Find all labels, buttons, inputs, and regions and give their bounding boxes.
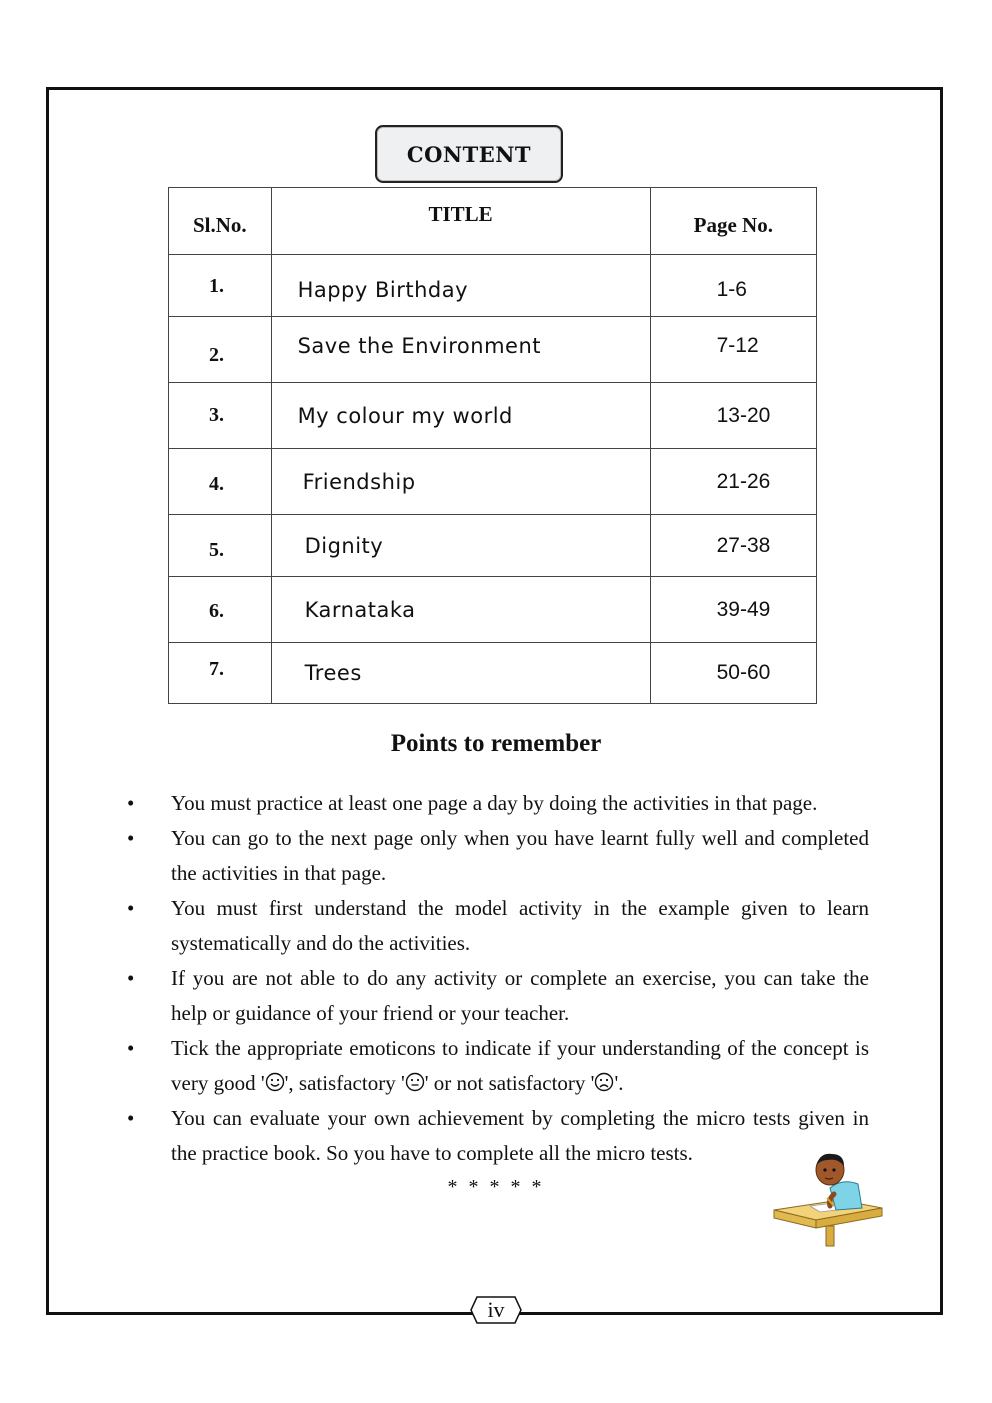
point-text: You can evaluate your own achievement by completing the micro tests given in the practice book. So you have to complete all the micro tests. (171, 1106, 869, 1165)
table-row (169, 643, 817, 704)
list-item (127, 891, 869, 961)
table-header-row (169, 188, 817, 255)
table-row (169, 577, 817, 643)
list-item (127, 1031, 869, 1101)
neutral-face-icon (405, 1072, 425, 1092)
contents-table (168, 187, 817, 704)
points-list (127, 786, 869, 1171)
point-text: You can go to the next page only when you have learnt fully well and completed the activities in that page. (171, 826, 869, 885)
list-item (127, 961, 869, 1031)
list-item (127, 821, 869, 891)
page-number-container (469, 1295, 523, 1325)
row-title: Save the Environment (271, 317, 650, 383)
boy-studying-illustration (770, 1148, 886, 1248)
bullet: • (127, 896, 135, 920)
row-number: 3. (169, 383, 272, 449)
point-text: You must first understand the model activity in the example given to learn systematically and do the activities. (171, 896, 869, 955)
row-number: 5. (169, 515, 272, 577)
row-number: 2. (169, 317, 272, 383)
bullet: • (127, 791, 135, 815)
row-title: My colour my world (271, 383, 650, 449)
point-text: You must practice at least one page a day by doing the activities in that page. (171, 791, 818, 815)
row-pages: 39-49 (650, 577, 816, 643)
point-text-d: '. (614, 1071, 624, 1095)
row-pages: 27-38 (650, 515, 816, 577)
table-row (169, 317, 817, 383)
bullet: • (127, 1036, 135, 1060)
list-item (127, 786, 869, 821)
point-text-a: Tick the appropriate emoticons to indicate if your understanding of the concept is very good ' (171, 1036, 869, 1095)
header-page-no: Page No. (650, 188, 816, 255)
row-pages: 50-60 (650, 643, 816, 704)
stars-divider: * * * * * (447, 1176, 545, 1198)
row-number: 7. (169, 643, 272, 704)
header-title: TITLE (271, 188, 650, 255)
content-heading: CONTENT (375, 125, 563, 183)
table-row (169, 449, 817, 515)
page-number: iv (487, 1297, 505, 1322)
row-title: Friendship (271, 449, 650, 515)
row-number: 4. (169, 449, 272, 515)
table-row (169, 383, 817, 449)
table-row (169, 255, 817, 317)
row-title: Trees (271, 643, 650, 704)
row-title: Karnataka (271, 577, 650, 643)
point-text-b: ', satisfactory ' (284, 1071, 405, 1095)
header-slno: Sl.No. (169, 188, 272, 255)
point-text-c: ' or not satisfactory ' (424, 1071, 595, 1095)
row-pages: 1-6 (650, 255, 816, 317)
row-pages: 7-12 (650, 317, 816, 383)
list-item (127, 1101, 869, 1171)
row-title: Happy Birthday (271, 255, 650, 317)
row-number: 6. (169, 577, 272, 643)
bullet: • (127, 1106, 135, 1130)
bullet: • (127, 826, 135, 850)
row-pages: 13-20 (650, 383, 816, 449)
row-title: Dignity (271, 515, 650, 577)
row-number: 1. (169, 255, 272, 317)
bullet: • (127, 966, 135, 990)
sad-face-icon (594, 1072, 614, 1092)
row-pages: 21-26 (650, 449, 816, 515)
happy-face-icon (265, 1072, 285, 1092)
point-text: If you are not able to do any activity or complete an exercise, you can take the help or guidance of your friend or your teacher. (171, 966, 869, 1025)
points-title: Points to remember (390, 730, 602, 757)
table-row (169, 515, 817, 577)
